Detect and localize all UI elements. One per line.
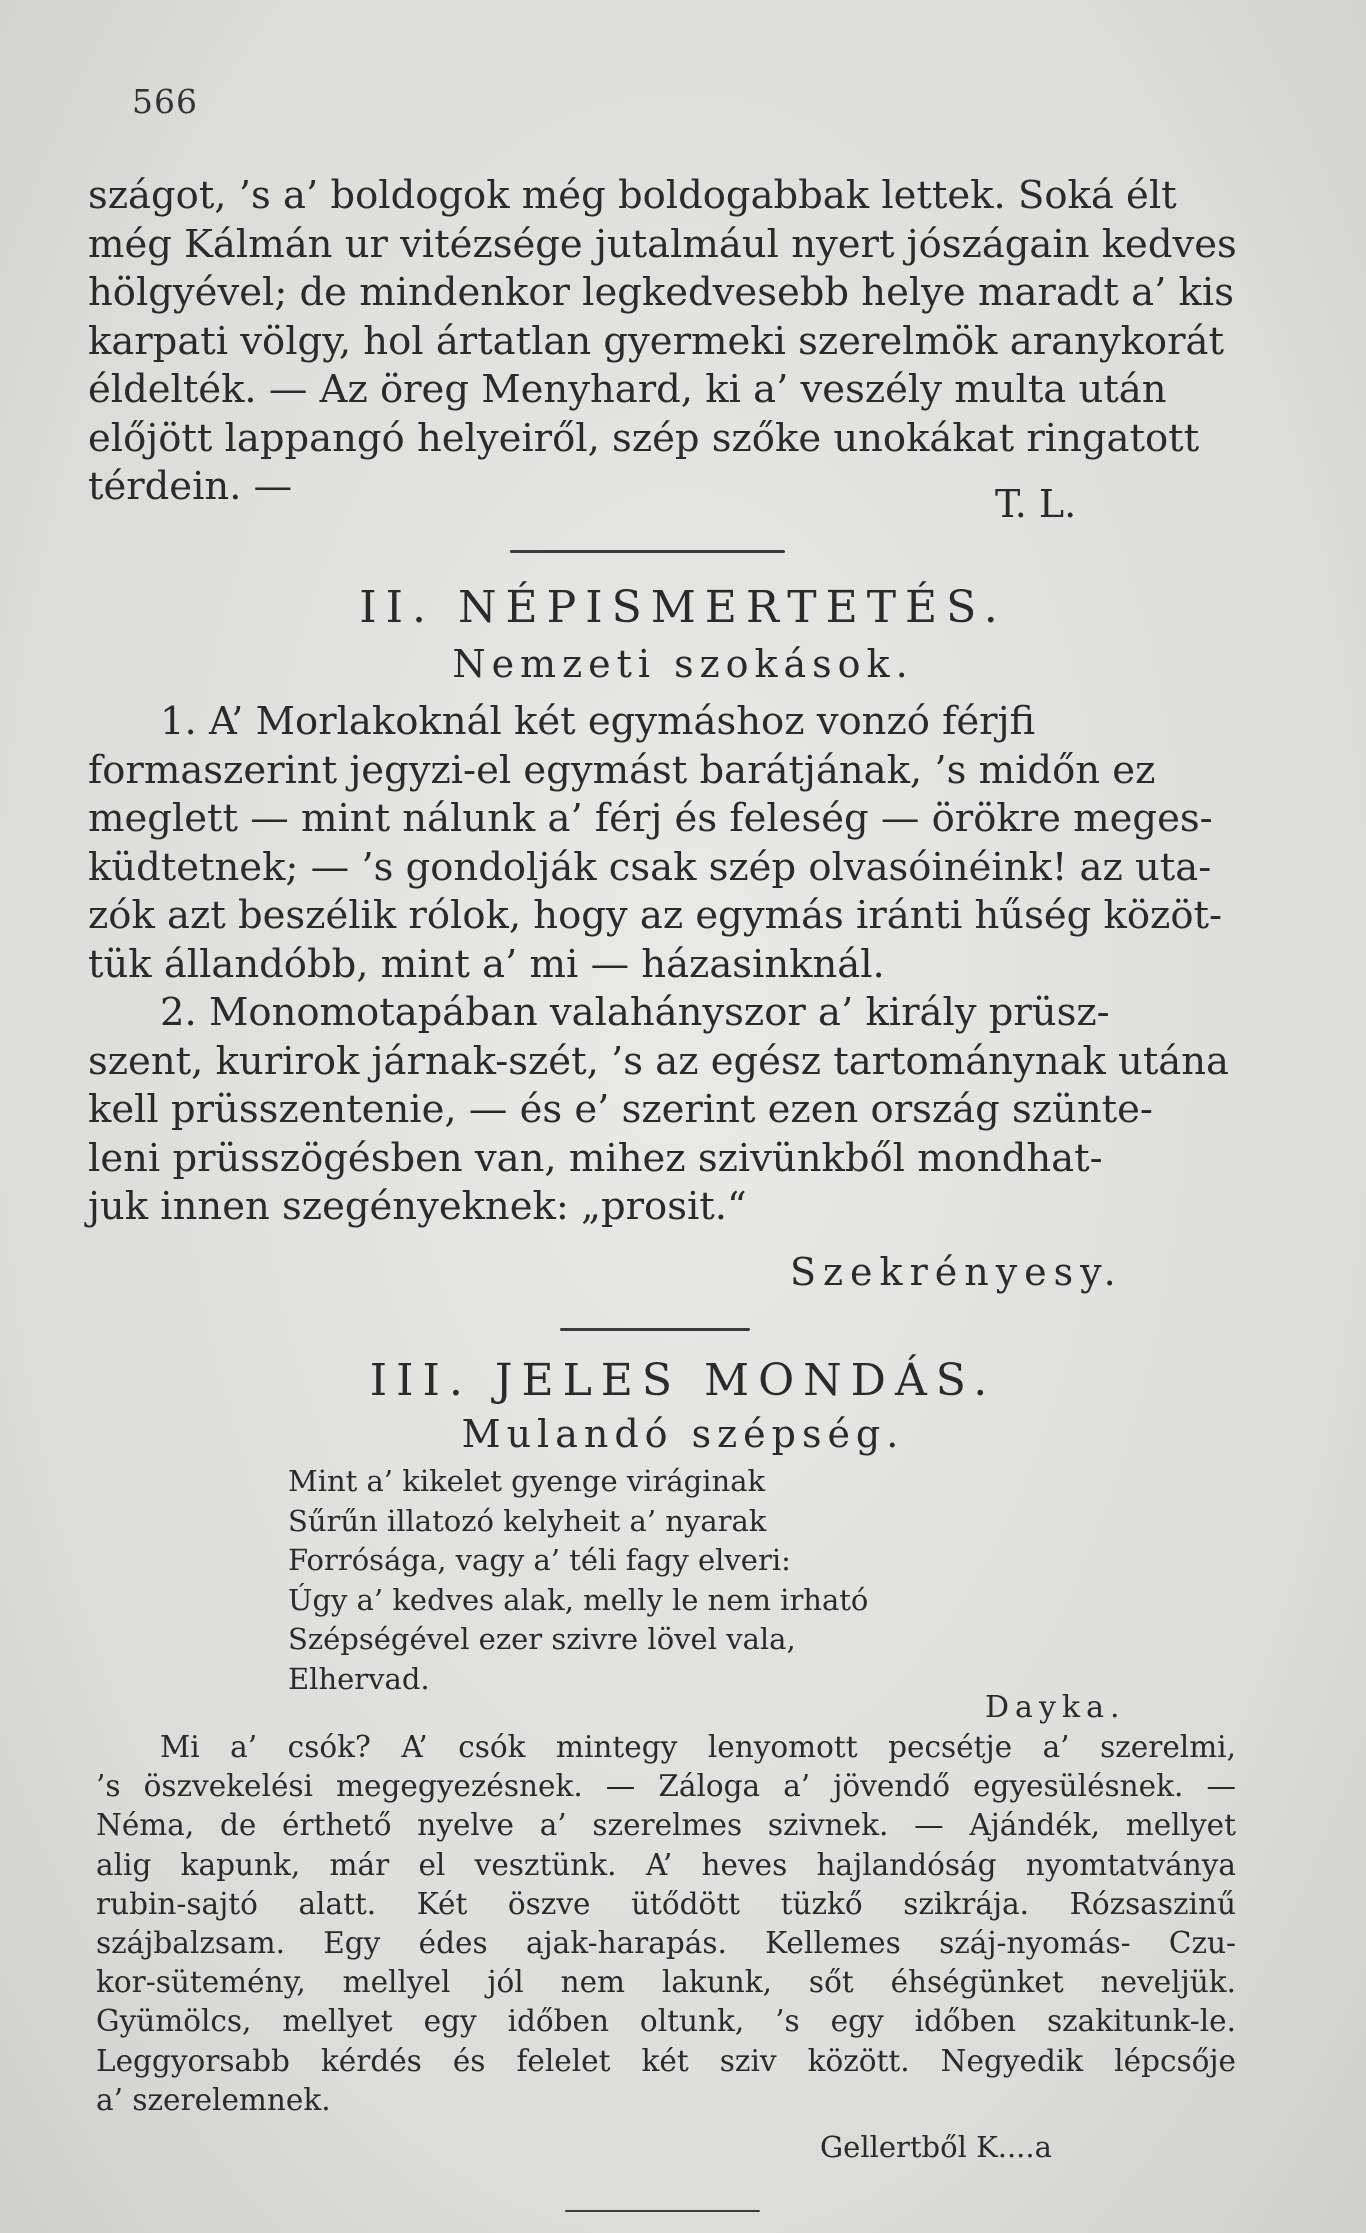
text-line: zók azt beszélik rólok, hogy az egymás iránti hűség közöt- — [88, 893, 1222, 938]
poem-line: Sűrűn illatozó kelyheit a’ nyarak — [288, 1503, 767, 1538]
text-line: hölgyével; de mindenkor legkedvesebb helye maradt a’ kis — [88, 270, 1234, 315]
text-line: alig kapunk, már el vesztünk. A’ heves hajlandóság nyomtatványa — [96, 1847, 1236, 1882]
page-number: 566 — [132, 82, 198, 121]
text-line: térdein. — — [88, 464, 293, 509]
text-line: szájbalzsam. Egy édes ajak-harapás. Kellemes száj-nyomás- Czu- — [96, 1926, 1236, 1961]
text-line: Gyümölcs, mellyet egy időben oltunk, ’s egy időben szakitunk-le. — [96, 2004, 1236, 2039]
poem-author: Dayka. — [985, 1690, 1126, 1725]
text-line: szent, kurirok járnak-szét, ’s az egész tartománynak utána — [88, 1038, 1230, 1084]
divider-rule — [565, 2210, 760, 2212]
text-line: még Kálmán ur vitézsége jutalmául nyert jószágain kedves — [88, 221, 1237, 267]
text-line: a’ szerelemnek. — [96, 2082, 331, 2117]
kiss-paragraph — [96, 1728, 1236, 2120]
text-line: Mi a’ csók? A’ csók mintegy lenyomott pecsétje a’ szerelmi, — [160, 1730, 1236, 1764]
poem-line: Úgy a’ kedves alak, melly le nem irható — [288, 1582, 869, 1617]
poem — [288, 1462, 1188, 1699]
text-line: előjött lappangó helyeiről, szép szőke unokákat ringatott — [88, 415, 1200, 461]
text-line: éldelték. — Az öreg Menyhard, ki a’ veszély multa után — [88, 367, 1167, 412]
section-subheading-nemzeti-szokasok: Nemzeti szokások. — [452, 642, 914, 686]
intro-paragraph — [88, 172, 1238, 512]
text-line: meglett — mint nálunk a’ férj és feleség — örökre meges- — [88, 796, 1213, 841]
poem-line: Mint a’ kikelet gyenge viráginak — [288, 1464, 766, 1498]
section-heading-nepismertetes: II. NÉPISMERTETÉS. — [359, 582, 1007, 633]
text-line: Néma, de érthető nyelve a’ szerelmes szivnek. — Ajándék, mellyet — [96, 1808, 1236, 1843]
text-line: 1. A’ Morlakoknál két egymáshoz vonzó férjfi — [160, 699, 1036, 744]
text-line: kor-sütemény, mellyel jól nem lakunk, sőt éhségünket neveljük. — [96, 1965, 1236, 2000]
text-line: szágot, ’s a’ boldogok még boldogabbak lettek. Soká élt — [88, 173, 1177, 218]
text-line: formaszerint jegyzi-el egymást barátjának, ’s midőn ez — [88, 747, 1156, 793]
section2-author: Szekrényesy. — [790, 1250, 1123, 1294]
text-line: tük állandóbb, mint a’ mi — házasinknál. — [88, 941, 885, 987]
divider-rule — [560, 1328, 750, 1331]
text-line: küdtetnek; — ’s gondolják csak szép olvasóinéink! az uta- — [88, 844, 1212, 890]
poem-line: Forrósága, vagy a’ téli fagy elveri: — [288, 1543, 791, 1577]
poem-line: Szépségével ezer szivre lövel vala, — [288, 1622, 796, 1656]
text-line: leni prüsszögésben van, mihez szivünkből mondhat- — [88, 1135, 1103, 1181]
customs-paragraph — [88, 698, 1238, 1232]
intro-signature: T. L. — [995, 482, 1077, 526]
text-line: kell prüsszentenie, — és e’ szerint ezen ország szünte- — [88, 1087, 1153, 1132]
poem-line: Elhervad. — [288, 1661, 430, 1696]
divider-rule — [510, 550, 785, 553]
text-line: 2. Monomotapában valahányszor a’ király prüsz- — [160, 990, 1110, 1035]
text-line: Leggyorsabb kérdés és felelet két sziv között. Negyedik lépcsője — [96, 2043, 1236, 2078]
section-subheading-mulando-szepseg: Mulandó szépség. — [461, 1412, 905, 1456]
text-line: ’s öszvekelési megegyezésnek. — Záloga a’ jövendő egyesülésnek. — — [96, 1769, 1236, 1804]
text-line: juk innen szegényeknek: „prosit.“ — [88, 1184, 747, 1229]
text-line: karpati völgy, hol ártatlan gyermeki szerelmök aranykorát — [88, 318, 1224, 364]
kiss-author: Gellertből K....a — [820, 2130, 1052, 2164]
section-heading-jeles-mondas: III. JELES MONDÁS. — [369, 1355, 997, 1406]
text-line: rubin-sajtó alatt. Két öszve ütődött tüzkő szikrája. Rózsaszinű — [96, 1886, 1236, 1921]
